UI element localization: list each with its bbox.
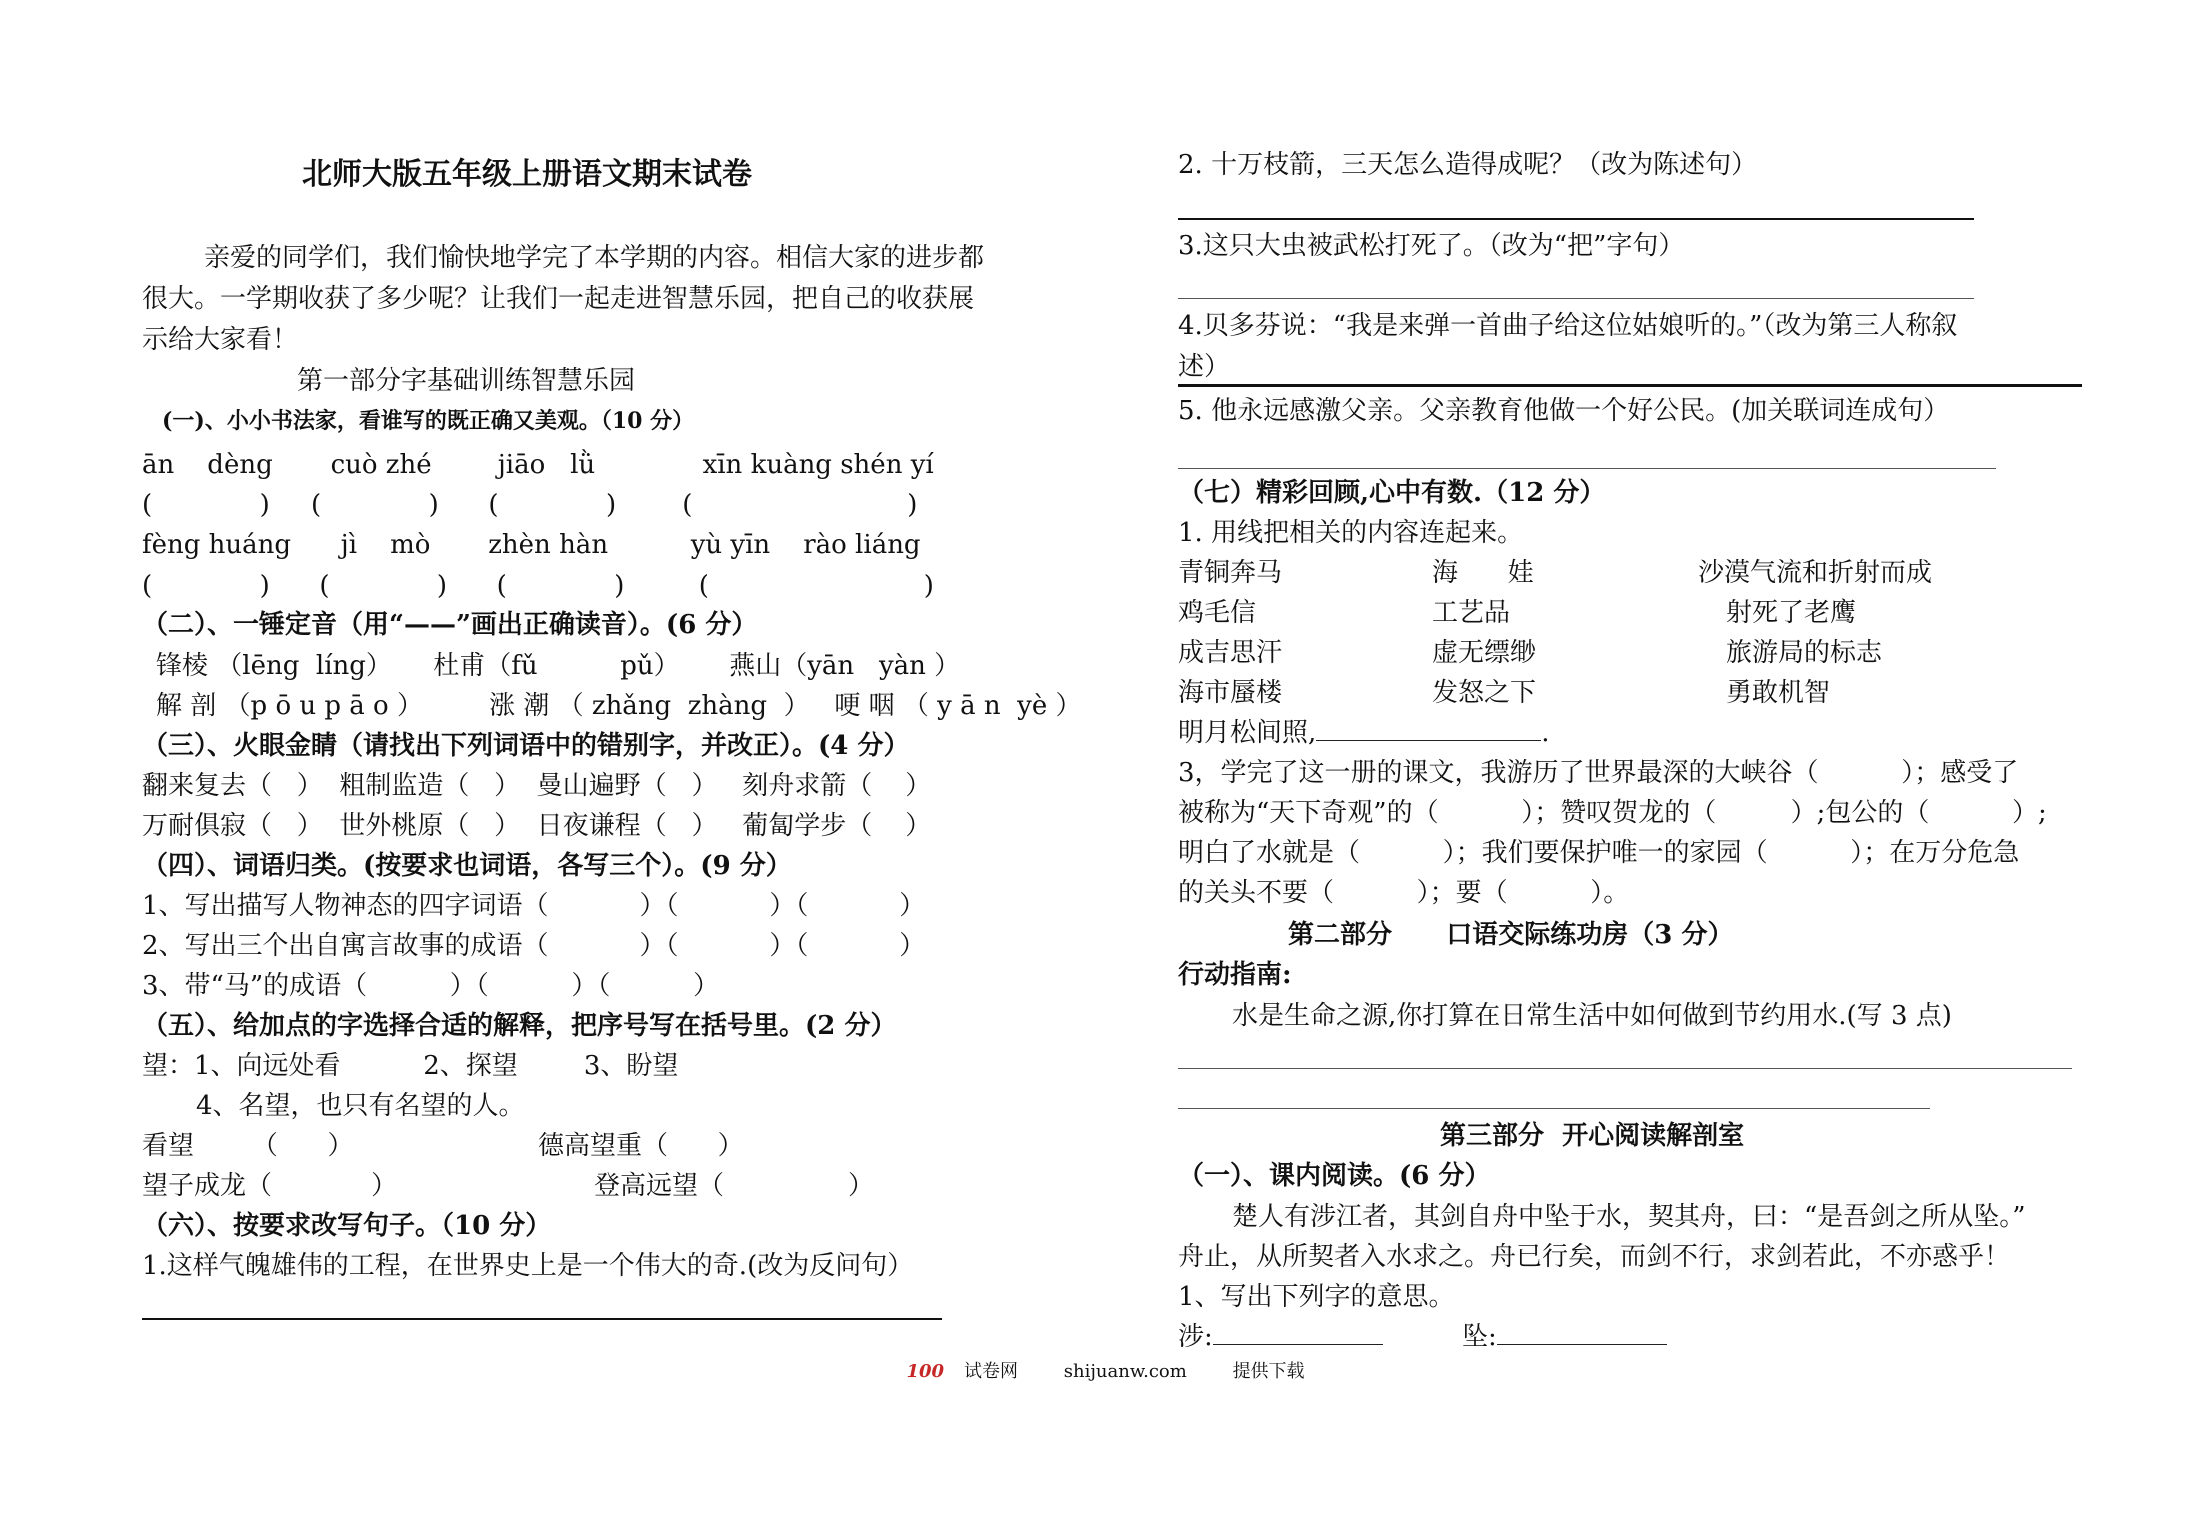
question-4-line-2: 述）: [1178, 352, 1231, 382]
blank-fill[interactable]: [1316, 739, 1541, 741]
answer-line[interactable]: [1178, 298, 1974, 299]
intro-line-1: 亲爱的同学们，我们愉快地学完了本学期的内容。相信大家的进步都: [204, 243, 985, 273]
question-3: 3.这只大虫被武松打死了。（改为“把”字句）: [1178, 231, 1685, 261]
match-right-1: 沙漠气流和折射而成: [1698, 558, 1933, 588]
section5-line-2: 4、名望，也只有名望的人。: [196, 1091, 525, 1121]
section5-item-c: 望子成龙（ ）: [142, 1171, 398, 1201]
label-she: 涉:: [1178, 1322, 1213, 1352]
section5-line-1: 望：1、向远处看 2、探望 3、盼望: [142, 1051, 679, 1081]
section3-heading: （三）、火眼金睛（请找出下列词语中的错别字，并改正）。(4 分）: [142, 731, 910, 761]
match-mid-1: 海 娃: [1432, 558, 1534, 588]
match-right-2: 射死了老鹰: [1726, 598, 1857, 628]
section7-heading: （七）精彩回顾,心中有数.（12 分）: [1178, 478, 1606, 508]
section7-q3-line-1: 3，学完了这一册的课文，我游历了世界最深的大峡谷（ ）；感受了: [1178, 758, 2019, 788]
question-4-line-1: 4.贝多芬说：“我是来弹一首曲子给这位姑娘听的。”（改为第三人称叙: [1178, 311, 1958, 341]
section6-heading: （六）、按要求改写句子。（10 分）: [142, 1211, 552, 1241]
section2-line-1: 锋棱 （lēng líng） 杜甫（fǔ pǔ） 燕山（yān yàn ）: [156, 651, 961, 681]
section7-q3-line-4: 的关头不要（ ）；要（ ）。: [1178, 878, 1630, 908]
answer-line[interactable]: [1178, 468, 1996, 469]
site-url[interactable]: shijuanw.com: [1063, 1361, 1187, 1382]
blank-fill[interactable]: [1497, 1343, 1667, 1345]
section4-line-1: 1、写出描写人物神态的四字词语（ ）（ ）（ ）: [142, 891, 926, 921]
moon-line-text: 明月松间照,: [1178, 718, 1317, 748]
section2-line-2: 解 剖 （p ō u p ā o ） 涨 潮 （ zhǎng zhàng ） 哽 咽 （ y ā n yè ）: [156, 691, 1082, 721]
section5-item-d: 登高远望（ ）: [594, 1171, 874, 1201]
part3-title: 第三部分 开心阅读解剖室: [1440, 1121, 1745, 1151]
page-title: 北师大版五年级上册语文期末试卷: [302, 157, 752, 192]
match-right-3: 旅游局的标志: [1726, 638, 1883, 668]
reading1-text-2: 舟止，从所契者入水求之。舟已行矣，而剑不行，求剑若此，不亦惑乎！: [1178, 1242, 2011, 1272]
blank-fill[interactable]: [1213, 1343, 1383, 1345]
section3-line-2: 万耐俱寂（ ） 世外桃原（ ） 日夜谦程（ ） 葡匐学步（ ）: [142, 811, 932, 841]
section1-heading: (一)、小小书法家，看谁写的既正确又美观。（10 分）: [162, 408, 695, 434]
match-mid-3: 虚无缥缈: [1432, 638, 1537, 668]
answer-line[interactable]: [1178, 1108, 1930, 1109]
part1-title: 第一部分字基础训练智慧乐园: [297, 366, 636, 396]
label-zhui: 坠:: [1462, 1322, 1497, 1352]
question-5: 5. 他永远感激父亲。父亲教育他做一个好公民。(加关联词连成句）: [1178, 396, 1950, 426]
reading1-question-1: 1、写出下列字的意思。: [1178, 1282, 1455, 1312]
answer-brackets-row-2[interactable]: ( ) ( ) ( ) ( ): [142, 571, 934, 601]
answer-line[interactable]: [1178, 218, 1974, 220]
match-left-3: 成吉思汗: [1178, 638, 1283, 668]
pinyin-row-1: ān dèng cuò zhé jiāo lǜ xīn kuàng shén yí: [142, 450, 934, 480]
download-note: 提供下载: [1232, 1361, 1305, 1382]
answer-line[interactable]: [142, 1318, 942, 1320]
intro-line-3: 示给大家看！: [142, 325, 299, 355]
guide-text: 水是生命之源,你打算在日常生活中如何做到节约用水.(写 3 点): [1232, 1001, 1952, 1031]
section5-item-b: 德高望重（ ）: [538, 1131, 744, 1161]
section2-heading: （二）、一锤定音（用“——”画出正确读音）。(6 分）: [142, 610, 758, 640]
reading1-answer-b: [1462, 1324, 1667, 1350]
section6-line-1: 1.这样气魄雄伟的工程，在世界史上是一个伟大的奇.(改为反问句）: [142, 1251, 914, 1281]
section5-heading: （五）、给加点的字选择合适的解释，把序号写在括号里。(2 分）: [142, 1011, 897, 1041]
section7-q3-line-3: 明白了水就是（ ）；我们要保护唯一的家园（ ）；在万分危急: [1178, 838, 2020, 868]
site-logo: 100: [906, 1361, 945, 1382]
reading1-heading: （一）、课内阅读。(6 分）: [1178, 1161, 1491, 1191]
match-left-4: 海市蜃楼: [1178, 678, 1283, 708]
section3-line-1: 翻来复去（ ） 粗制监造（ ） 曼山遍野（ ） 刻舟求箭（ ）: [142, 771, 932, 801]
question-2: 2. 十万枝箭，三天怎么造得成呢？（改为陈述句）: [1178, 150, 1758, 180]
site-name: 试卷网: [964, 1361, 1019, 1382]
match-mid-2: 工艺品: [1432, 598, 1511, 628]
match-right-4: 勇敢机智: [1726, 678, 1831, 708]
section4-line-2: 2、写出三个出自寓言故事的成语（ ）（ ）（ ）: [142, 931, 926, 961]
moon-line: 明月松间照, .: [1178, 718, 1550, 748]
match-left-1: 青铜奔马: [1178, 558, 1283, 588]
part2-title: 第二部分 口语交际练功房（3 分）: [1288, 920, 1734, 950]
page-footer: [0, 1357, 2211, 1383]
section4-heading: （四）、词语归类。(按要求也词语，各写三个）。(9 分）: [142, 851, 792, 881]
section7-q3-line-2: 被称为“天下奇观”的（ ）；赞叹贺龙的（ ）;包公的（ ）;: [1178, 798, 2047, 828]
match-left-2: 鸡毛信: [1178, 598, 1257, 628]
pinyin-row-2: fèng huáng jì mò zhèn hàn yù yīn rào liáng: [142, 530, 921, 560]
reading1-text-1: 楚人有涉江者，其剑自舟中坠于水，契其舟，曰：“是吾剑之所从坠。”: [1232, 1202, 2026, 1232]
answer-line[interactable]: [1178, 1068, 2072, 1069]
match-mid-4: 发怒之下: [1432, 678, 1537, 708]
reading1-answer-a: [1178, 1324, 1383, 1350]
intro-line-2: 很大。一学期收获了多少呢？让我们一起走进智慧乐园，把自己的收获展: [142, 284, 975, 314]
guide-label: 行动指南:: [1178, 960, 1292, 990]
answer-brackets-row-1[interactable]: ( ) ( ) ( ) ( ): [142, 490, 918, 520]
section7-question-1: 1. 用线把相关的内容连起来。: [1178, 518, 1524, 548]
answer-line[interactable]: [1178, 384, 2082, 387]
section4-line-3: 3、带“马”的成语（ ）（ ）（ ）: [142, 971, 720, 1001]
section5-item-a: 看望 （ ）: [142, 1131, 354, 1161]
